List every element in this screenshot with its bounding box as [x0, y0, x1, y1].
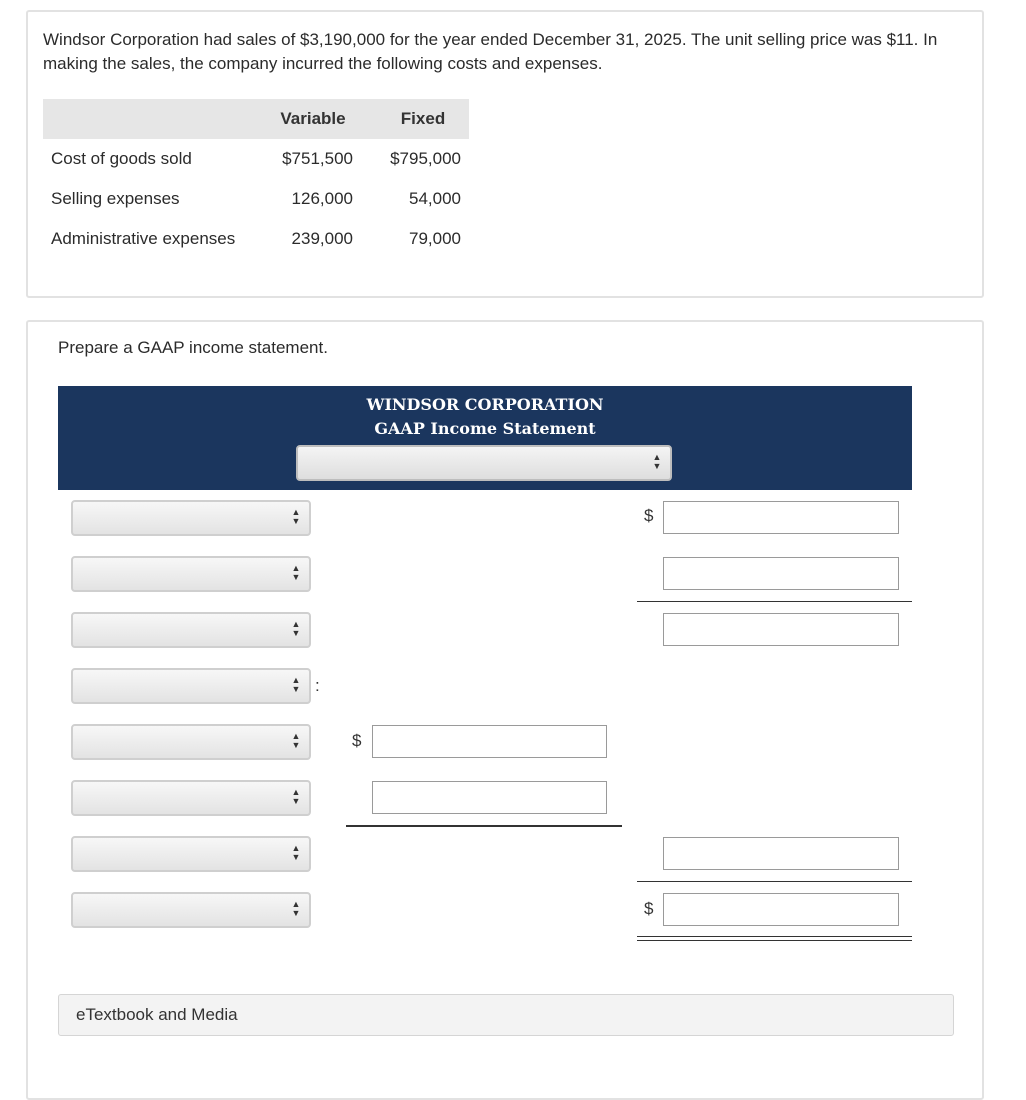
- table-row: [43, 219, 469, 259]
- problem-text: Windsor Corporation had sales of $3,190,000 for the year ended December 31, 2025. The unit selling price was $11. In making the sales, the company incurred the following costs and expenses.: [43, 30, 938, 73]
- line-item-select-3[interactable]: [71, 612, 311, 648]
- prompt-text: Prepare a GAAP income statement.: [58, 338, 328, 357]
- select-arrows-icon: ▲ ▼: [291, 731, 301, 750]
- answer-card: [26, 320, 984, 1100]
- line-item-select-6[interactable]: [71, 780, 311, 816]
- select-arrows-icon: ▲ ▼: [652, 452, 662, 471]
- variable-value: 239,000: [291, 229, 353, 248]
- fixed-value: 54,000: [409, 189, 461, 208]
- amount-input-8[interactable]: [663, 893, 899, 926]
- period-select[interactable]: [296, 445, 672, 481]
- fixed-value: 79,000: [409, 229, 461, 248]
- amount-input-2[interactable]: [663, 557, 899, 590]
- select-arrows-icon: ▲ ▼: [291, 507, 301, 526]
- select-arrows-icon: ▲ ▼: [291, 563, 301, 582]
- amount-input-1[interactable]: [663, 501, 899, 534]
- variable-value: $751,500: [282, 149, 353, 168]
- dollar-sign: $: [644, 899, 654, 918]
- dollar-sign: $: [644, 506, 654, 525]
- line-item-select-5[interactable]: [71, 724, 311, 760]
- header-variable: Variable: [280, 109, 346, 128]
- fixed-value: $795,000: [390, 149, 461, 168]
- select-arrows-icon: ▲ ▼: [291, 787, 301, 806]
- row-label: Selling expenses: [51, 189, 180, 208]
- row-label: Administrative expenses: [51, 229, 236, 248]
- subtotal-rule: [637, 881, 912, 882]
- table-row: [43, 139, 469, 179]
- amount-input-6[interactable]: [372, 781, 607, 814]
- problem-card: [26, 10, 984, 298]
- amount-input-3[interactable]: [663, 613, 899, 646]
- line-item-select-7[interactable]: [71, 836, 311, 872]
- line-item-select-8[interactable]: [71, 892, 311, 928]
- subtotal-rule: [637, 601, 912, 602]
- variable-value: 126,000: [291, 189, 353, 208]
- select-arrows-icon: ▲ ▼: [291, 675, 301, 694]
- total-double-rule: [637, 936, 912, 941]
- select-arrows-icon: ▲ ▼: [291, 899, 301, 918]
- etextbook-media-button[interactable]: eTextbook and Media: [58, 994, 954, 1036]
- company-name: WINDSOR CORPORATION: [366, 395, 604, 414]
- line-item-select-2[interactable]: [71, 556, 311, 592]
- colon: :: [315, 676, 320, 695]
- select-arrows-icon: ▲ ▼: [291, 843, 301, 862]
- amount-input-5[interactable]: [372, 725, 607, 758]
- dollar-sign: $: [352, 731, 362, 750]
- line-item-select-1[interactable]: [71, 500, 311, 536]
- amount-input-7[interactable]: [663, 837, 899, 870]
- header-fixed: Fixed: [400, 109, 446, 128]
- subtotal-rule: [346, 825, 622, 827]
- table-row: [43, 179, 469, 219]
- statement-title: GAAP Income Statement: [374, 419, 596, 438]
- line-item-select-4[interactable]: [71, 668, 311, 704]
- select-arrows-icon: ▲ ▼: [291, 619, 301, 638]
- row-label: Cost of goods sold: [51, 149, 192, 168]
- cost-table-header: [43, 99, 469, 139]
